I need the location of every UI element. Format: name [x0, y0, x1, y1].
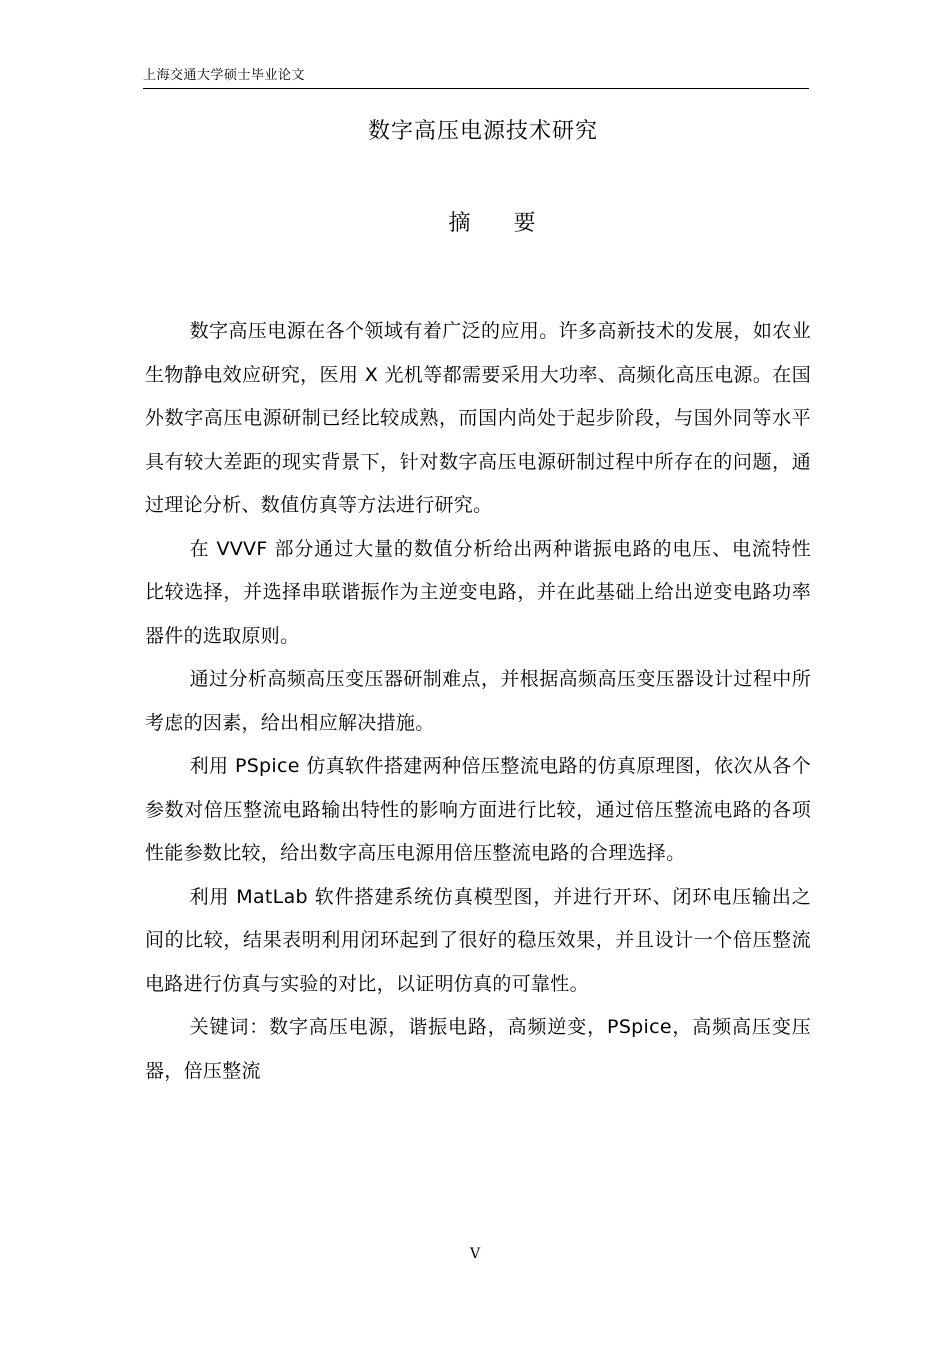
- abstract-paragraph: 利用 PSpice 仿真软件搭建两种倍压整流电路的仿真原理图，依次从各个参数对倍压整流电路输出特性的影响方面进行比较，通过倍压整流电路的各项性能参数比较，给出数字高压电源用倍压整流电路的合理选择。: [145, 755, 811, 864]
- thesis-title: 数字高压电源技术研究: [367, 119, 598, 144]
- page-number: V: [469, 1246, 481, 1262]
- running-header: [143, 64, 809, 89]
- abstract-paragraph: 通过分析高频高压变压器研制难点，并根据高频高压变压器设计过程中所考虑的因素，给出相应解决措施。: [145, 668, 811, 734]
- abstract-body: [145, 310, 811, 1093]
- abstract-heading: 摘 要: [448, 211, 554, 236]
- abstract-paragraph: 在 VVVF 部分通过大量的数值分析给出两种谐振电路的电压、电流特性比较选择，并选择串联谐振作为主逆变电路，并在此基础上给出逆变电路功率器件的选取原则。: [145, 537, 811, 647]
- abstract-paragraph: 利用 MatLab 软件搭建系统仿真模型图，并进行开环、闭环电压输出之间的比较，结果表明利用闭环起到了很好的稳压效果，并且设计一个倍压整流电路进行仿真与实验的对比，以证明仿真的可靠性。: [145, 885, 811, 995]
- abstract-paragraph: 数字高压电源在各个领域有着广泛的应用。许多高新技术的发展，如农业生物静电效应研究，医用 X 光机等都需要采用大功率、高频化高压电源。在国外数字高压电源研制已经比较成熟，而国内尚处于起步阶段，与国外同等水平具有较大差距的现实背景下，针对数字高压电源研制过程中所存在的问题，通过理论分析、数值仿真等方法进行研究。: [145, 320, 811, 516]
- header-text: 上海交通大学硕士毕业论文: [143, 68, 306, 83]
- keywords: 关键词：数字高压电源，谐振电路，高频逆变，PSpice，高频高压变压器，倍压整流: [145, 1016, 811, 1082]
